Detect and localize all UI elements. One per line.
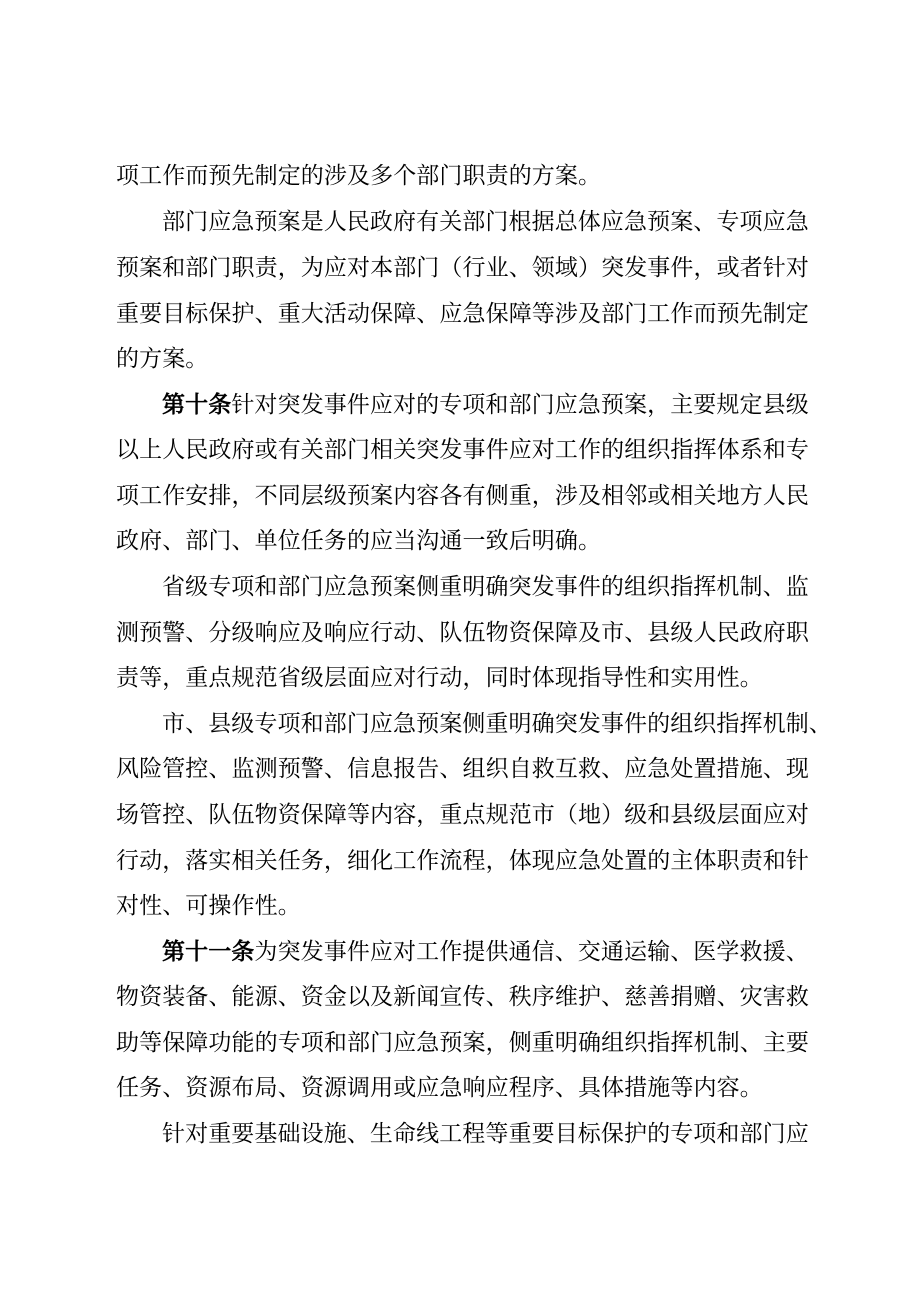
text-line: 助等保障功能的专项和部门应急预案，侧重明确组织指挥机制、主要 — [116, 1030, 809, 1056]
text-line: 的方案。 — [116, 346, 209, 372]
text-line: 以上人民政府或有关部门相关突发事件应对工作的组织指挥体系和专 — [116, 437, 809, 463]
article-heading: 第十条 — [162, 392, 232, 418]
text-line: 省级专项和部门应急预案侧重明确突发事件的组织指挥机制、监 — [162, 574, 809, 600]
text-line: 场管控、队伍物资保障等内容，重点规范市（地）级和县级层面应对 — [116, 802, 809, 828]
text-line: 部门应急预案是人民政府有关部门根据总体应急预案、专项应急 — [162, 209, 809, 235]
text-line: 针对重要基础设施、生命线工程等重要目标保护的专项和部门应 — [162, 1121, 809, 1147]
article-11-line — [162, 938, 809, 966]
text-line: 物资装备、能源、资金以及新闻宣传、秩序维护、慈善捐赠、灾害救 — [116, 984, 809, 1010]
article-10-line — [162, 391, 809, 419]
text-line: 预案和部门职责，为应对本部门（行业、领域）突发事件，或者针对 — [116, 255, 809, 281]
text-line: 行动，落实相关任务，细化工作流程，体现应急处置的主体职责和针 — [116, 848, 809, 874]
text-span: 为突发事件应对工作提供通信、交通运输、医学救援、 — [254, 939, 809, 965]
text-line: 市、县级专项和部门应急预案侧重明确突发事件的组织指挥机制、 — [162, 711, 832, 737]
text-line: 风险管控、监测预警、信息报告、组织自救互救、应急处置措施、现 — [116, 756, 809, 782]
text-line: 责等，重点规范省级层面应对行动，同时体现指导性和实用性。 — [116, 665, 763, 691]
text-line: 对性、可操作性。 — [116, 893, 301, 919]
text-line: 测预警、分级响应及响应行动、队伍物资保障及市、县级人民政府职 — [116, 620, 809, 646]
article-heading: 第十一条 — [162, 939, 255, 965]
text-line: 任务、资源布局、资源调用或应急响应程序、具体措施等内容。 — [116, 1075, 763, 1101]
text-line: 政府、部门、单位任务的应当沟通一致后明确。 — [116, 528, 602, 554]
text-span: 针对突发事件应对的专项和部门应急预案，主要规定县级 — [231, 392, 809, 418]
text-line: 重要目标保护、重大活动保障、应急保障等涉及部门工作而预先制定 — [116, 301, 809, 327]
text-line: 项工作而预先制定的涉及多个部门职责的方案。 — [116, 163, 602, 189]
text-line: 项工作安排，不同层级预案内容各有侧重，涉及相邻或相关地方人民 — [116, 483, 809, 509]
